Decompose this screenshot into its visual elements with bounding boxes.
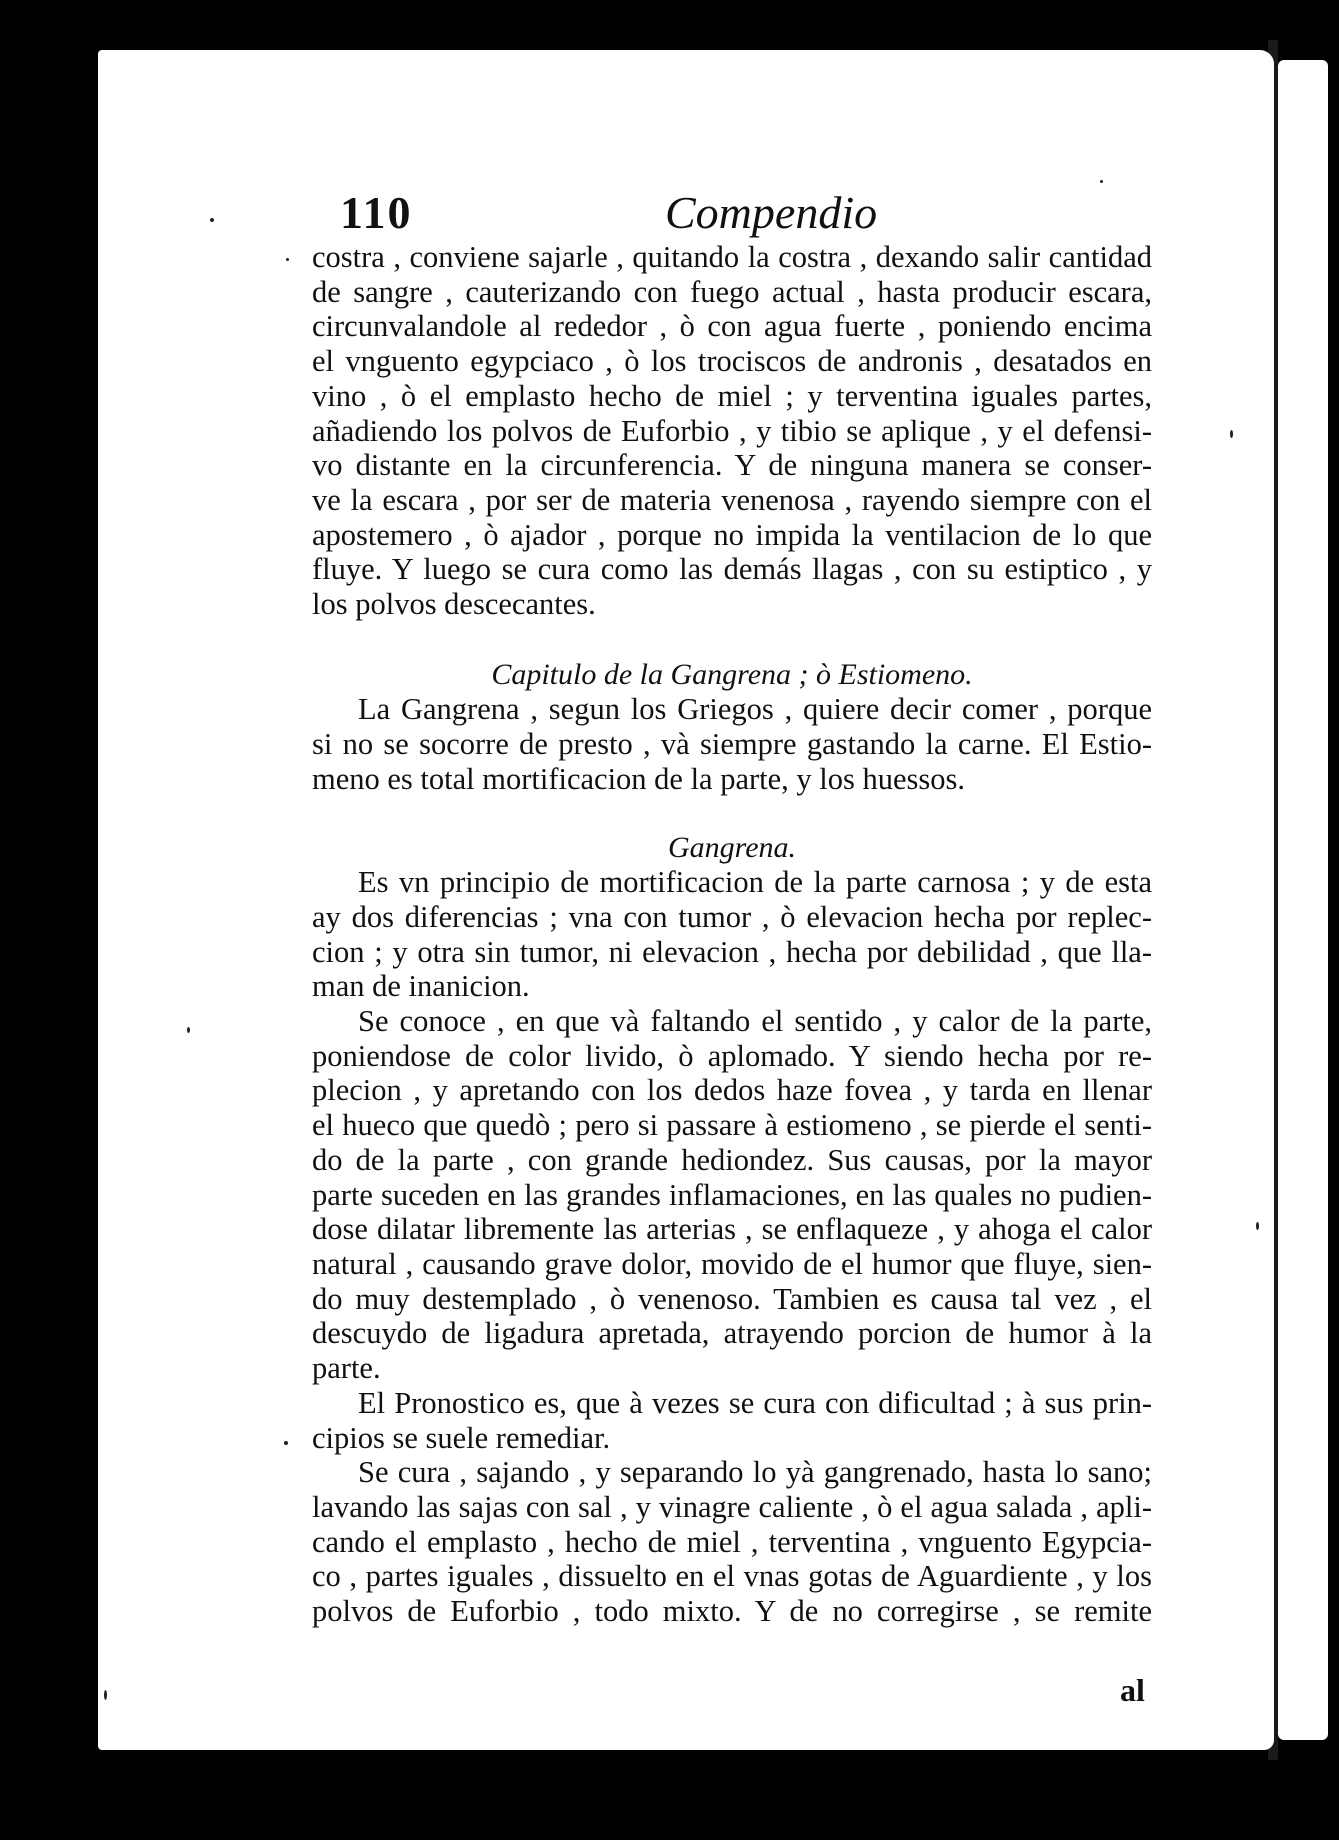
text-line: apostemero , ò ajador , porque no impida la ventilacion de lo que	[312, 517, 1152, 552]
text-line: Es vn principio de mortificacion de la parte carnosa ; y de esta	[358, 865, 1152, 900]
section-heading: Gangrena.	[667, 830, 797, 864]
text-line: de sangre , cauterizando con fuego actual , hasta producir escara,	[312, 274, 1152, 309]
paragraph-2	[312, 692, 1152, 796]
text-line: cipios se suele remediar.	[312, 1420, 611, 1455]
text-line: vo distante en la circunferencia. Y de ninguna manera se conser-	[312, 448, 1152, 483]
scan-speck	[286, 258, 289, 261]
text-line: el vnguento egypciaco , ò los trociscos de andronis , desatados en	[312, 344, 1152, 379]
running-head: Compendio	[665, 187, 878, 238]
scan-speck	[1256, 1222, 1259, 1230]
paragraph-4	[312, 1004, 1152, 1386]
text-line: parte suceden en las grandes inflamaciones, en las quales no pudien-	[312, 1177, 1152, 1212]
scan-speck	[104, 1690, 107, 1700]
page-header	[340, 186, 1160, 246]
text-line: do de la parte , con grande hediondez. Sus causas, por la mayor	[312, 1142, 1152, 1177]
paragraph-3	[312, 865, 1152, 1004]
text-line: cion ; y otra sin tumor, ni elevacion , hecha por debilidad , que lla-	[312, 934, 1152, 969]
text-line: El Pronostico es, que à vezes se cura con dificultad ; à sus prin-	[358, 1385, 1152, 1420]
paragraph-5	[312, 1386, 1152, 1455]
text-line: co , partes iguales , dissuelto en el vnas gotas de Aguardiente , y los	[312, 1559, 1152, 1594]
text-line: si no se socorre de presto , và siempre gastando la carne. El Estio-	[312, 727, 1152, 762]
scan-speck	[1100, 180, 1103, 183]
scan-speck	[210, 218, 214, 222]
text-line: ve la escara , por ser de materia venenosa , rayendo siempre con el	[312, 482, 1152, 517]
text-line: poniendose de color livido, ò aplomado. Y siendo hecha por re-	[312, 1038, 1152, 1073]
catchword: al	[1120, 1672, 1145, 1708]
scan-speck	[284, 1441, 288, 1445]
text-line: do muy destemplado , ò venenoso. Tambien es causa tal vez , el	[312, 1281, 1152, 1316]
paragraph-6	[312, 1455, 1152, 1629]
text-line: Se conoce , en que và faltando el sentido , y calor de la parte,	[358, 1004, 1152, 1039]
facing-page-edge	[1278, 60, 1328, 1740]
text-line: ay dos diferencias ; vna con tumor , ò elevacion hecha por replec-	[312, 899, 1152, 934]
text-line: dose dilatar libremente las arterias , se enflaqueze , y ahoga el calor	[312, 1212, 1152, 1247]
text-line: polvos de Euforbio , todo mixto. Y de no corregirse , se remite	[312, 1594, 1152, 1629]
text-line: Se cura , sajando , y separando lo yà gangrenado, hasta lo sano;	[358, 1455, 1152, 1490]
paragraph-1	[312, 240, 1152, 622]
text-line: añadiendo los polvos de Euforbio , y tibio se aplique , y el defensi-	[312, 413, 1152, 448]
text-line: plecion , y apretando con los dedos haze fovea , y tarda en llenar	[312, 1073, 1152, 1108]
text-line: costra , conviene sajarle , quitando la costra , dexando salir cantidad	[312, 240, 1152, 274]
text-line: man de inanicion.	[312, 969, 530, 1004]
text-line: cando el emplasto , hecho de miel , terventina , vnguento Egypcia-	[312, 1524, 1152, 1559]
page-body	[312, 240, 1152, 1629]
text-line: el hueco que quedò ; pero si passare à estiomeno , se pierde el senti-	[312, 1108, 1152, 1143]
text-line: vino , ò el emplasto hecho de miel ; y terventina iguales partes,	[312, 378, 1152, 413]
text-line: parte.	[312, 1351, 381, 1386]
text-line: fluye. Y luego se cura como las demás llagas , con su estiptico , y	[312, 552, 1152, 587]
page-number: 110	[340, 187, 413, 238]
text-line: los polvos descecantes.	[312, 587, 596, 622]
scan-speck	[1230, 430, 1233, 438]
text-line: La Gangrena , segun los Griegos , quiere decir comer , porque	[358, 692, 1152, 727]
text-line: circunvalandole al rededor , ò con agua fuerte , poniendo encima	[312, 309, 1152, 344]
scan-speck	[187, 1027, 190, 1033]
text-line: natural , causando grave dolor, movido de el humor que fluye, sien-	[312, 1246, 1152, 1281]
text-line: lavando las sajas con sal , y vinagre caliente , ò el agua salada , apli-	[312, 1489, 1152, 1524]
text-line: descuydo de ligadura apretada, atrayendo porcion de humor à la	[312, 1316, 1152, 1351]
chapter-heading: Capitulo de la Gangrena ; ò Estiomeno.	[491, 657, 973, 691]
text-line: meno es total mortificacion de la parte, y los huessos.	[312, 761, 966, 796]
